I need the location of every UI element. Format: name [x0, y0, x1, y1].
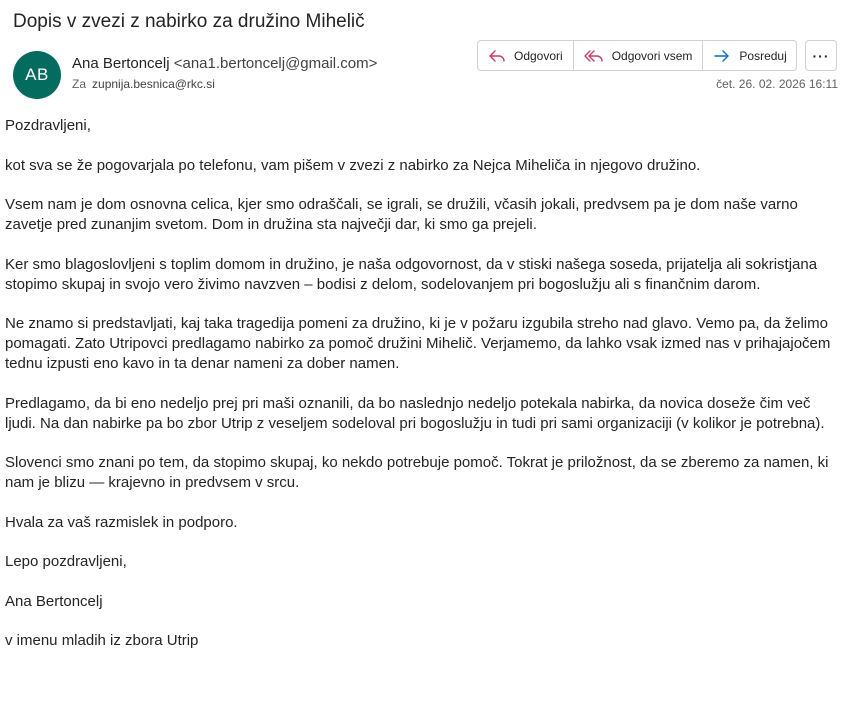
body-paragraph: Hvala za vaš razmislek in podporo. — [5, 513, 238, 531]
reply-icon — [488, 48, 506, 64]
action-toolbar — [477, 40, 797, 71]
recipient-line — [72, 77, 215, 91]
forward-label: Posreduj — [739, 48, 787, 63]
more-actions-button[interactable] — [805, 40, 837, 71]
more-icon: ··· — [812, 47, 830, 64]
body-paragraph: Lepo pozdravljeni, — [5, 553, 127, 570]
sender-email[interactable]: <ana1.bertoncelj@gmail.com> — [173, 55, 378, 72]
email-date: čet. 26. 02. 2026 16:11 — [716, 77, 838, 91]
body-paragraph: kot sva se že pogovarjala po telefonu, vam pišem v zvezi z nabirko za Nejca Miheliča in njegovo družino. — [5, 156, 701, 174]
body-paragraph: Predlagamo, da bi eno nedeljo prej pri maši oznanili, da bo naslednjo nedeljo potekala nabirka, da novica doseže čim več ljudi. Na dan nabirke pa bo zbor Utrip z veseljem sodeloval pri bogoslužju in tudi pri sami organizaciji (v kolikor je potrebna). — [5, 394, 825, 432]
recipient-email[interactable]: zupnija.besnica@rkc.si — [92, 77, 215, 91]
body-paragraph: v imenu mladih iz zbora Utrip — [5, 632, 199, 649]
body-paragraph: Ker smo blagoslovljeni s toplim domom in družino, je naša odgovornost, da v stiski našega soseda, prijatelja ali sokristjana stopimo skupaj in svojo vero živimo navzven – bodisi z delom, sodelovanjem pri bogoslužju ali s finančnim darom. — [5, 255, 818, 293]
to-label: Za — [72, 77, 87, 91]
forward-button[interactable] — [703, 41, 796, 70]
sender-name[interactable]: Ana Bertoncelj — [72, 55, 170, 72]
body-paragraph: Pozdravljeni, — [5, 117, 91, 134]
reply-all-button[interactable] — [574, 41, 704, 70]
reply-label: Odgovori — [514, 48, 563, 63]
avatar[interactable]: AB — [13, 51, 61, 99]
body-paragraph: Slovenci smo znani po tem, da stopimo skupaj, ko nekdo potrebuje pomoč. Tokrat je priložnost, da se zberemo za namen, ki nam je blizu — krajevno in predvsem v srcu. — [5, 454, 829, 491]
body-paragraph: Ne znamo si predstavljati, kaj taka tragedija pomeni za družino, ki je v požaru izgubila streho nad glavo. Vemo pa, da želimo pomagati. Zato Utripovci predlagamo nabirko za pomoč družini Mihelič. Verjamemo, da lahko vsak izmed nas v prihajajočem tednu izpusti eno kavo in ta denar nameni za dober namen. — [5, 315, 831, 372]
reply-all-label: Odgovori vsem — [611, 48, 693, 63]
body-paragraph: Vsem nam je dom osnovna celica, kjer smo odraščali, se igrali, se družili, včasih jokali, predvsem pa je dom naše varno zavetje pred zunanjim svetom. Dom in družina sta največji dar, ki smo ga prejeli. — [5, 196, 798, 233]
forward-arrow-icon — [713, 48, 731, 64]
sender-line — [72, 55, 377, 72]
email-subject: Dopis v zvezi z nabirko za družino Mihelič — [13, 11, 365, 32]
reply-button[interactable] — [478, 41, 574, 70]
email-body — [5, 116, 835, 671]
body-paragraph: Ana Bertoncelj — [5, 592, 103, 610]
reply-all-icon — [584, 48, 604, 64]
